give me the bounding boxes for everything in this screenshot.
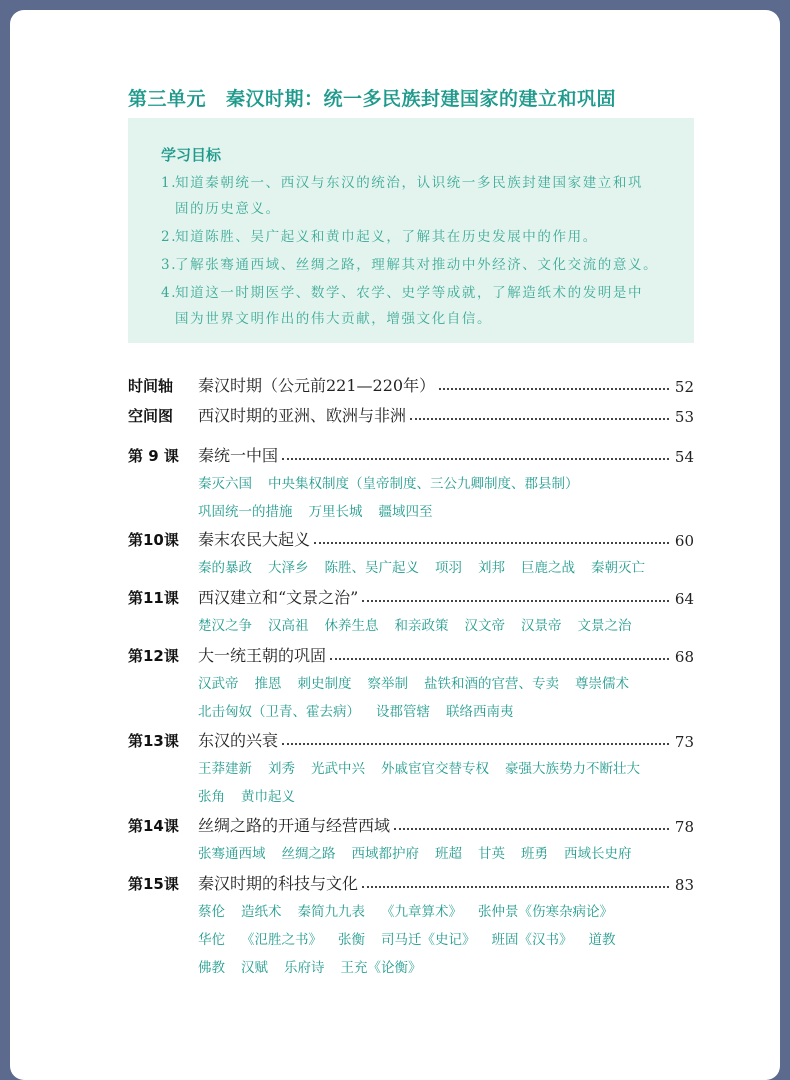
keyword: 《九章算术》: [381, 904, 462, 920]
keyword: 尊崇儒术: [575, 676, 629, 692]
toc-page-number: 60: [674, 532, 694, 550]
keyword: 造纸术: [241, 904, 282, 920]
keyword: 和亲政策: [394, 618, 449, 634]
keyword-line: [198, 928, 632, 948]
dot-leader: [410, 417, 669, 420]
toc-entry-label: 第14课: [128, 817, 179, 835]
toc-entry-title[interactable]: 西汉建立和“文景之治”: [198, 588, 359, 607]
toc-page-number: 52: [674, 378, 694, 396]
keyword: 西域都护府: [351, 846, 419, 862]
keyword: 巨鹿之战: [521, 560, 575, 576]
toc-entry-title[interactable]: 丝绸之路的开通与经营西域: [198, 816, 391, 835]
dot-leader: [362, 885, 669, 888]
keyword: 汉武帝: [198, 676, 239, 692]
keyword: 光武中兴: [311, 761, 365, 777]
dot-leader: [314, 541, 669, 544]
toc-entry[interactable]: [128, 524, 694, 550]
keyword: 刘邦: [478, 560, 505, 576]
keyword-line: [198, 900, 629, 920]
keyword: 班固《汉书》: [491, 932, 573, 948]
unit-title: [128, 84, 616, 111]
keyword: 班超: [435, 846, 462, 862]
toc-page-number: 78: [674, 818, 694, 836]
toc-entry-title[interactable]: 秦汉时期的科技与文化: [198, 874, 359, 893]
page: [10, 10, 780, 1080]
keyword: 外戚宦官交替专权: [381, 761, 489, 777]
keyword-line: [198, 785, 311, 805]
goal-number: 4.: [161, 285, 178, 301]
keyword: 西域长史府: [564, 846, 632, 862]
learning-goals-box: [128, 118, 694, 343]
toc-entry-title[interactable]: 秦统一中国: [198, 446, 279, 465]
goal-text-cont: 固的历史意义。: [175, 201, 281, 217]
toc-entry-label: 第15课: [128, 875, 179, 893]
keyword: 大泽乡: [268, 560, 309, 576]
goal-number: 3.: [161, 257, 178, 273]
keyword: 《氾胜之书》: [241, 932, 322, 948]
keyword: 王莽建新: [198, 761, 252, 777]
goal-item: [161, 280, 671, 332]
keyword: 张仲景《伤寒杂病论》: [478, 904, 613, 920]
toc-entry-title[interactable]: 秦汉时期（公元前221—220年）: [198, 376, 436, 395]
toc-entry[interactable]: [128, 440, 694, 466]
keyword: 推恩: [254, 676, 282, 692]
keyword-line: [198, 956, 438, 976]
toc-entry-label: 第 9 课: [128, 447, 179, 465]
toc-page-number: 68: [674, 648, 694, 666]
keyword: 乐府诗: [284, 960, 325, 976]
dot-leader: [394, 827, 669, 830]
toc-entry-title[interactable]: 西汉时期的亚洲、欧洲与非洲: [198, 406, 407, 425]
keyword: 豪强大族势力不断壮大: [505, 761, 640, 777]
keyword: 秦简九九表: [297, 904, 365, 920]
keyword: 司马迁《史记》: [381, 932, 476, 948]
keyword: 道教: [588, 932, 616, 948]
unit-name: 秦汉时期：统一多民族封建国家的建立和巩固: [226, 88, 617, 110]
toc-page-number: 53: [674, 408, 694, 426]
keyword: 察举制: [367, 676, 408, 692]
keyword: 万里长城: [308, 504, 363, 520]
keyword: 疆域四至: [378, 504, 433, 520]
keyword-line: [198, 672, 645, 692]
keyword: 张角: [198, 789, 225, 805]
keyword: 盐铁和酒的官营、专卖: [424, 676, 559, 692]
dot-leader: [330, 657, 669, 660]
toc-entry[interactable]: [128, 582, 694, 608]
keyword: 秦的暴政: [198, 560, 252, 576]
keyword: 中央集权制度（皇帝制度、三公九卿制度、郡县制）: [268, 476, 579, 492]
keyword: 刘秀: [268, 761, 295, 777]
toc-entry[interactable]: [128, 868, 694, 894]
toc-entry-label: 第12课: [128, 647, 179, 665]
toc-entry-title[interactable]: 大一统王朝的巩固: [198, 646, 327, 665]
keyword: 华佗: [198, 932, 225, 948]
keyword: 张骞通西域: [198, 846, 266, 862]
keyword: 丝绸之路: [281, 846, 336, 862]
keyword: 设郡管辖: [376, 704, 430, 720]
toc-entry-label: 第10课: [128, 531, 179, 549]
toc-page-number: 73: [674, 733, 694, 751]
toc-entry[interactable]: [128, 725, 694, 751]
keyword: 刺史制度: [297, 676, 352, 692]
keyword-line: [198, 500, 449, 520]
keyword: 蔡伦: [198, 904, 225, 920]
toc-page-number: 64: [674, 590, 694, 608]
goal-number: 1.: [161, 175, 178, 191]
toc-entry-label: 第13课: [128, 732, 179, 750]
toc-entry-label: 第11课: [128, 589, 179, 607]
keyword: 汉文帝: [464, 618, 505, 634]
toc-page-number: 54: [674, 448, 694, 466]
toc-page-number: 83: [674, 876, 694, 894]
keyword: 楚汉之争: [198, 618, 252, 634]
goal-item: [161, 170, 671, 222]
keyword: 张衡: [338, 932, 365, 948]
keyword: 佛教: [198, 960, 225, 976]
keyword: 项羽: [435, 560, 462, 576]
keyword-line: [198, 472, 595, 492]
goal-number: 2.: [161, 229, 178, 245]
keyword: 汉赋: [241, 960, 268, 976]
keyword-line: [198, 842, 648, 862]
keyword: 汉景帝: [521, 618, 562, 634]
toc-entry-label: 空间图: [128, 407, 174, 425]
keyword: 黄巾起义: [241, 789, 295, 805]
goal-item: [161, 224, 671, 250]
keyword: 甘英: [478, 846, 505, 862]
unit-number: 第三单元: [128, 88, 207, 110]
keyword: 文景之治: [577, 618, 632, 634]
toc-entry[interactable]: [128, 400, 694, 426]
dot-leader: [282, 457, 669, 460]
goal-text: 了解张骞通西域、丝绸之路，理解其对推动中外经济、文化交流的意义。: [175, 257, 659, 273]
toc-entry[interactable]: [128, 370, 694, 396]
keyword-line: [198, 757, 656, 777]
goals-heading: 学习目标: [161, 146, 222, 164]
keyword-line: [198, 700, 530, 720]
keyword: 班勇: [521, 846, 548, 862]
dot-leader: [439, 387, 669, 390]
keyword: 秦朝灭亡: [591, 560, 645, 576]
goal-text: 知道陈胜、吴广起义和黄巾起义，了解其在历史发展中的作用。: [175, 229, 598, 245]
goal-text: 知道这一时期医学、数学、农学、史学等成就，了解造纸术的发明是中: [175, 285, 644, 301]
goal-item: [161, 252, 671, 278]
keyword: 王充《论衡》: [340, 960, 422, 976]
keyword: 休养生息: [324, 618, 379, 634]
keyword: 陈胜、吴广起义: [324, 560, 419, 576]
keyword: 北击匈奴（卫青、霍去病）: [198, 704, 360, 720]
keyword: 联络西南夷: [446, 704, 514, 720]
keyword-line: [198, 614, 648, 634]
toc-entry[interactable]: [128, 810, 694, 836]
keyword-line: [198, 556, 661, 576]
toc-entry-label: 时间轴: [128, 377, 174, 395]
goal-text: 知道秦朝统一、西汉与东汉的统治，认识统一多民族封建国家建立和巩: [175, 175, 644, 191]
dot-leader: [362, 599, 669, 602]
keyword: 秦灭六国: [198, 476, 252, 492]
goal-text-cont: 国为世界文明作出的伟大贡献，增强文化自信。: [175, 311, 493, 327]
keyword: 巩固统一的措施: [198, 504, 293, 520]
keyword: 汉高祖: [268, 618, 309, 634]
toc-entry[interactable]: [128, 640, 694, 666]
toc-entry-title[interactable]: 秦末农民大起义: [198, 530, 311, 549]
dot-leader: [282, 742, 669, 745]
toc-entry-title[interactable]: 东汉的兴衰: [198, 731, 279, 750]
